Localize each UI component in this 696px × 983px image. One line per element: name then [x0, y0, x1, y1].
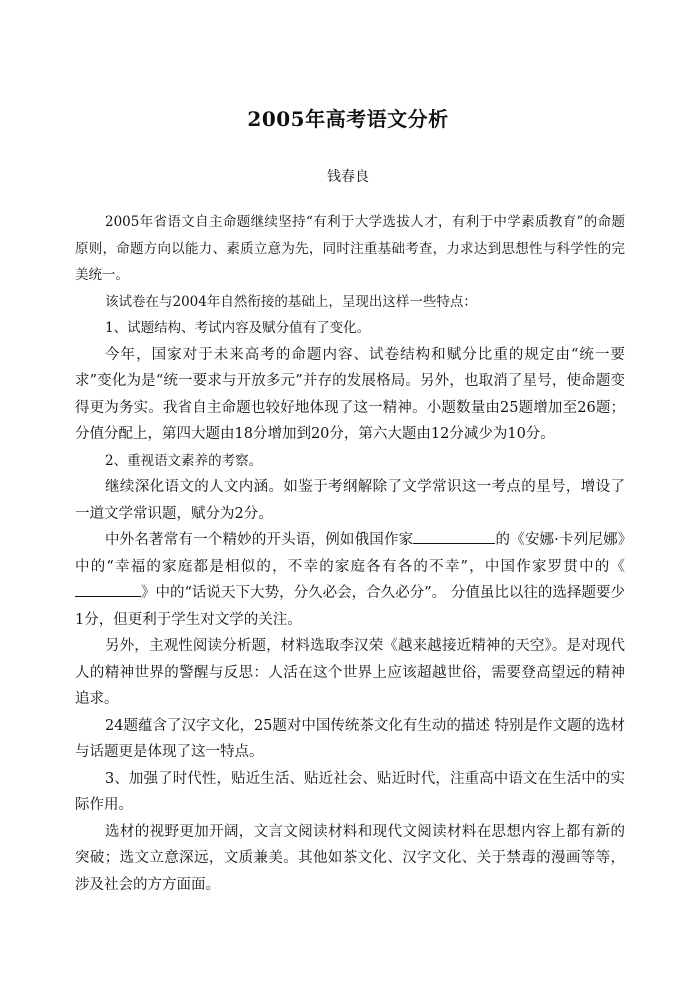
- literature-question-part-1: 中外名著常有一个精妙的开头语，例如俄国作家: [105, 532, 414, 548]
- paragraph-point-2-heading: 2、重视语文素养的考察。: [105, 452, 263, 469]
- paragraph-point-3-detail: 选材的视野更加开阔，文言文阅读材料和现代文阅读材料在思想内容上都有新的突破；选文立意深远，文质兼美。其他如茶文化、汉字文化、关于禁毒的漫画等等，涉及社会的方方面面。: [75, 823, 625, 893]
- paragraph-point-1-heading: 1、试题结构、考试内容及赋分值有了变化。: [105, 320, 371, 336]
- fill-in-blank-book: [75, 582, 141, 597]
- paragraph-intro: 2005年省语文自主命题继续坚持“有利于大学选拔人才，有利于中学素质教育”的命题原则，命题方向以能力、素质立意为先，同时注重基础考查，力求达到思想性与科学性的完美统一。: [75, 214, 625, 283]
- literature-question-part-3: 》中的“话说天下大势，分久必会，合久必分”。 分值虽比以往的选择题要少1分，但更利于学生对文学的关注。: [75, 585, 625, 628]
- document-title: 2005年高考语文分析: [247, 107, 449, 131]
- document-body: [75, 209, 625, 898]
- fill-in-blank-author: [413, 529, 495, 544]
- paragraph-literature-question: [75, 527, 625, 633]
- document-author: 钱春良: [327, 169, 369, 185]
- literature-question-part-2: 的《安娜·卡列尼娜》中的“幸福的家庭都是相似的，不幸的家庭各有各的不幸”，中国作家罗贯中的《: [75, 532, 626, 575]
- paragraph-reading-analysis: 另外，主观性阅读分析题，材料选取李汉荣《越来越接近精神的天空》。是对现代人的精神世界的警醒与反思：人活在这个世界上应该超越世俗，需要登高望远的精神追求。: [75, 638, 625, 707]
- paragraph-point-2-detail: 继续深化语文的人文内涵。如鉴于考纲解除了文学常识这一考点的星号，增设了一道文学常识题，赋分为2分。: [75, 479, 625, 522]
- paragraph-point-3-heading: 3、加强了时代性，贴近生活、贴近社会、贴近时代，注重高中语文在生活中的实际作用。: [75, 770, 625, 813]
- paragraph-features-lead: 该试卷在与2004年自然衔接的基础上，呈现出这样一些特点：: [105, 293, 477, 310]
- paragraph-culture-questions: 24题蕴含了汉字文化，25题对中国传统茶文化有生动的描述 特别是作文题的选材与话题更是体现了这一特点。: [75, 717, 626, 760]
- paragraph-point-1-detail: 今年，国家对于未来高考的命题内容、试卷结构和赋分比重的规定由“统一要求”变化为是“统一要求与开放多元”并存的发展格局。另外，也取消了星号，使命题变得更为务实。我省自主命题也较好地体现了这一精神。小题数量由25题增加至26题；分值分配上，第四大题由18分增加到20分，第六大题由12分减少为10分。: [75, 346, 625, 442]
